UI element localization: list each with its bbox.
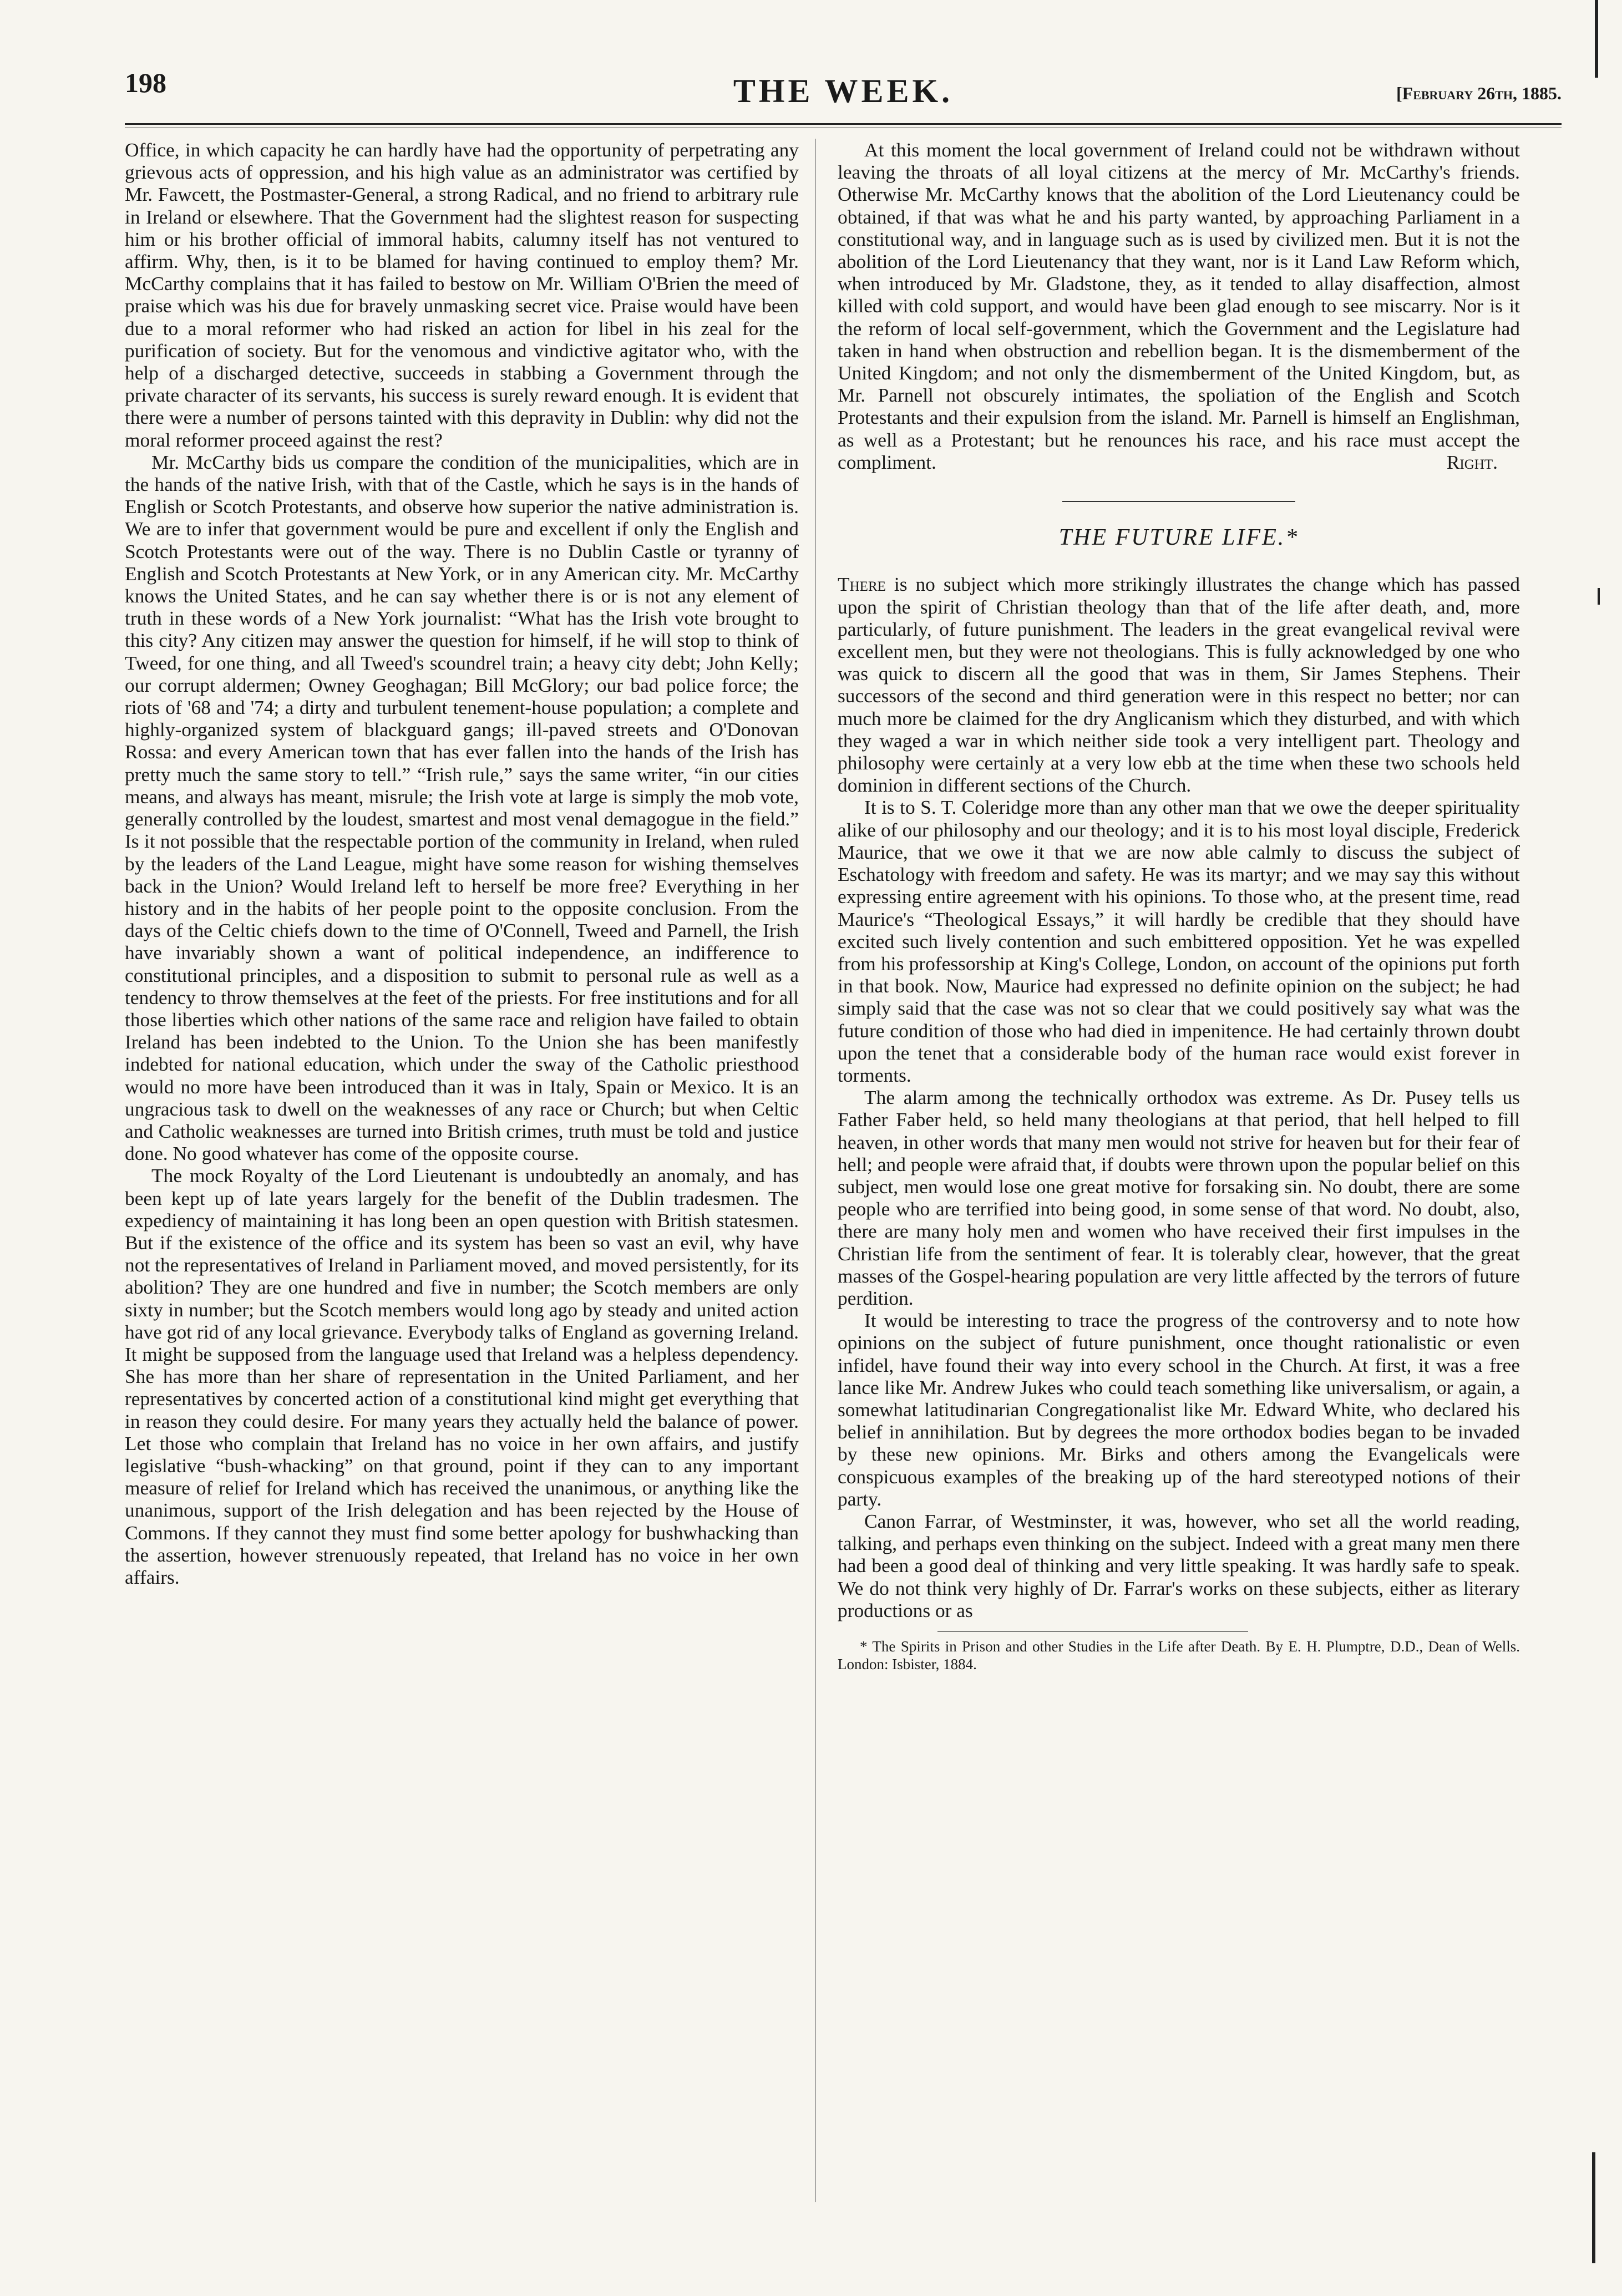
article-paragraph: It would be interesting to trace the progress of the controversy and to note how opinions on the subject of future punishment, once thought rationalistic or even infidel, have found their way into every school in the Church. At first, it was a free lance like Mr. Andrew Jukes who could teach something like universalism, or again, a somewhat latitudinarian Congregationalist like Mr. Edward White, who declared his belief in annihilation. But by degrees the more orthodox bodies began to be invaded by these new opinions. Mr. Birks and others among the Evangelicals were conspicuous examples of the breaking up of the hard stereotyped notions of their party. [838,1309,1520,1510]
header-rule [125,123,1562,125]
page-edge-mark [1598,588,1600,605]
issue-date: [February 26th, 1885. [1396,83,1562,103]
column-divider [815,139,816,2202]
masthead-title: THE WEEK. [733,73,954,109]
page-edge-mark [1595,0,1598,78]
left-column [125,139,799,2208]
article-paragraph: At this moment the local government of Ireland could not be withdrawn without leaving the throats of all loyal citizens at the mercy of Mr. McCarthy's friends. Otherwise Mr. McCarthy knows that the abolition of the Lord Lieutenancy could be obtained, if that was what he and his party wanted, by approaching Parliament in a constitutional way, and in language such as is used by civilized men. But it is not the abolition of the Lord Lieutenancy that they want, nor is it Land Law Reform which, when introduced by Mr. Gladstone, they, as it tended to allay disaffection, almost killed with cold support, and would have been glad enough to see miscarry. Nor is it the reform of local self-government, which the Government and the Legislature had taken in hand when obstruction and rebellion began. It is the dismemberment of the United Kingdom; and not only the dismemberment of the United Kingdom, but, as Mr. Parnell not obscurely intimates, the spoliation of the English and Scotch Protestants and their expulsion from the island. Mr. Parnell is himself an Englishman, as well as a Protestant; but he renounces his race, and his race must accept the compliment. [838,139,1520,473]
article-paragraph: Office, in which capacity he can hardly have had the opportunity of perpetrating any grievous acts of oppression, and his high value as an administrator was certified by Mr. Fawcett, the Postmaster-General, a strong Radical, and no friend to arbitrary rule in Ireland or elsewhere. That the Government had the slightest reason for suspecting him or his brother official of immoral habits, calumny itself has not ventured to affirm. Why, then, is it to be blamed for having continued to employ them? Mr. McCarthy complains that it has failed to bestow on Mr. William O'Brien the meed of praise which was his due for bravely unmasking secret vice. Praise would have been due to a moral reformer who had risked an action for libel in his zeal for the purification of society. But for the venomous and vindictive agitator who, with the help of a discharged detective, succeeds in stabbing a Government through the private character of its servants, his success is surely reward enough. It is evident that there were a number of persons tainted with this depravity in Dublin: why did not the moral reformer proceed against the rest? [125,139,799,451]
page-number: 198 [125,67,166,98]
author-signature: Right. [1446,451,1498,474]
first-paragraph-text: is no subject which more strikingly illustrates the change which has passed upon the spirit of Christian theology than that of the life after death, and, more particularly, of future punishment. The leaders in the great evangelical revival were excellent men, but they were not theologians. This is fully acknowledged by one who was quick to discern all the good that was in them, Sir James Stephens. Their successors of the second and third generation were in this respect no better; nor can much more be claimed for the dry Anglicanism which they disturbed, and with which they waged a war in which neither side took a very intelligent part. Theology and philosophy were certainly at a very low ebb at the time when these two schools held dominion in different sections of the Church. [838,573,1520,797]
article-paragraph: Canon Farrar, of Westminster, it was, however, who set all the world reading, talking, and perhaps even thinking on the subject. Indeed with a great many men there had been a good deal of thinking and very little speaking. It was hardly safe to speak. We do not think very highly of Dr. Farrar's works on these subjects, either as literary productions or as [838,1509,1520,1621]
article-paragraph: It is to S. T. Coleridge more than any other man that we owe the deeper spirituality alike of our philosophy and our theology; and it is to his most loyal disciple, Frederick Maurice, that we owe it that we are now able calmly to discuss the subject of Eschatology with freedom and safety. He was its martyr; and we may say this without expressing entire agreement with his opinions. To those who, at the present time, read Maurice's “Theological Essays,” it will hardly be credible that they should have excited such lively contention and such embittered opposition. Yet he was expelled from his professorship at King's College, London, on account of the opinions put forth in that book. Now, Maurice had expressed no definite opinion on the subject; he had simply said that the case was not so clear that we could positively say what was the future condition of those who had died in impenitence. He had certainly thrown doubt upon the tenet that a considerable body of the human race would exist forever in torments. [838,796,1520,1086]
article-paragraph: The mock Royalty of the Lord Lieutenant is undoubtedly an anomaly, and has been kept up of late years largely for the benefit of the Dublin tradesmen. The expediency of maintaining it has long been an open question with British statesmen. But if the existence of the office and its system has been so vast an evil, why have not the representatives of Ireland in Parliament moved, and moved persistently, for its abolition? They are one hundred and five in number; the Scotch members are only sixty in number; but the Scotch members would long ago by steady and united action have got rid of any local grievance. Everybody talks of England as governing Ireland. It might be supposed from the language used that Ireland was a helpless dependency. She has more than her share of representation in the United Parliament, and her representatives by concerted action of a constitutional kind might get everything that in reason they could desire. For many years they actually held the balance of power. Let those who complain that Ireland has no voice in her own affairs, and justify legislative “bush-whacking” on that ground, point if they can to any important measure of relief for Ireland which has received the unanimous, or anything like the unanimous, support of the Irish delegation and has been rejected by the House of Commons. If they cannot they must find some better apology for bushwhacking than the assertion, however strenuously repeated, that Ireland has no voice in her own affairs. [125,1164,799,1588]
article-paragraph: Mr. McCarthy bids us compare the condition of the municipalities, which are in the hands of the native Irish, with that of the Castle, which he says is in the hands of English or Scotch Protestants, and observe how superior the native administration is. We are to infer that government would be pure and excellent if only the English and Scotch Protestants were out of the way. There is no Dublin Castle or tyranny of English and Scotch Protestants at New York, or in any American city. Mr. McCarthy knows the United States, and he can say whether there is or is not any element of truth in these words of a New York journalist: “What has the Irish vote brought to this city? Any citizen may answer the question for himself, if he will stop to think of Tweed, for one thing, and all Tweed's scoundrel train; a heavy city debt; John Kelly; our corrupt aldermen; Owney Geoghagan; Bill McGlory; our bad police force; the riots of '68 and '74; a dirty and turbulent tenement-house population; a complete and highly-organized system of blackguard gangs; ill-paved streets and O'Donovan Rossa: and every American town that has ever fallen into the hands of the Irish has pretty much the same story to tell.” “Irish rule,” says the same writer, “in our cities means, and always has meant, misrule; the Irish vote at large is simply the mob vote, generally controlled by the loudest, smartest and most venal demagogue in the field.” Is it not possible that the respectable portion of the community in Ireland, when ruled by the leaders of the Land League, might have some reason for wishing themselves back in the Union? Would Ireland left to herself be more free? Everything in her history and in the habits of her people point to the opposite conclusion. From the days of the Celtic chiefs down to the time of O'Connell, Tweed and Parnell, the Irish have invariably shown a want of political independence, an indifference to constitutional principles, and a disposition to submit to personal rule as well as a tendency to throw themselves at the feet of the priests. For free institutions and for all those liberties which other nations of the same race and religion have failed to obtain Ireland has been indebted to the Union. To the Union she has been manifestly indebted for national education, which under the sway of the Catholic priesthood would no more have been introduced than it was in Italy, Spain or Mexico. It is an ungracious task to dwell on the weaknesses of any race or Church; but when Celtic and Catholic weaknesses are turned into British crimes, truth must be told and justice done. No good whatever has come of the opposite course. [125,450,799,1165]
right-column [838,139,1520,2247]
page-header [125,67,1562,122]
section-heading: THE FUTURE LIFE.* [838,501,1520,549]
lead-word: There [838,573,886,596]
page-edge-mark [1592,2152,1595,2263]
article-paragraph: The alarm among the technically orthodox was extreme. As Dr. Pusey tells us Father Faber held, so held many theologians at that period, that hell helped to fill heaven, in other words that many men would not strive for heaven but for their fear of hell; and people were afraid that, if doubts were thrown upon the popular belief on this subject, men would lose one great motive for forsaking sin. No doubt, there are some people who are terrified into being good, in some sense of that word. No doubt, also, there are many holy men and women who have received their first impulses in the Christian life from the sentiment of fear. It is tolerably clear, however, that the great masses of the Gospel-hearing population are very little affected by the terrors of future perdition. [838,1086,1520,1309]
section-first-paragraph [838,573,1520,796]
footnote: * The Spirits in Prison and other Studies in the Life after Death. By E. H. Plumptre, D.D., Dean of Wells. London: Isbister, 1884. [838,1638,1520,1672]
footnote-rule [937,1631,1248,1632]
